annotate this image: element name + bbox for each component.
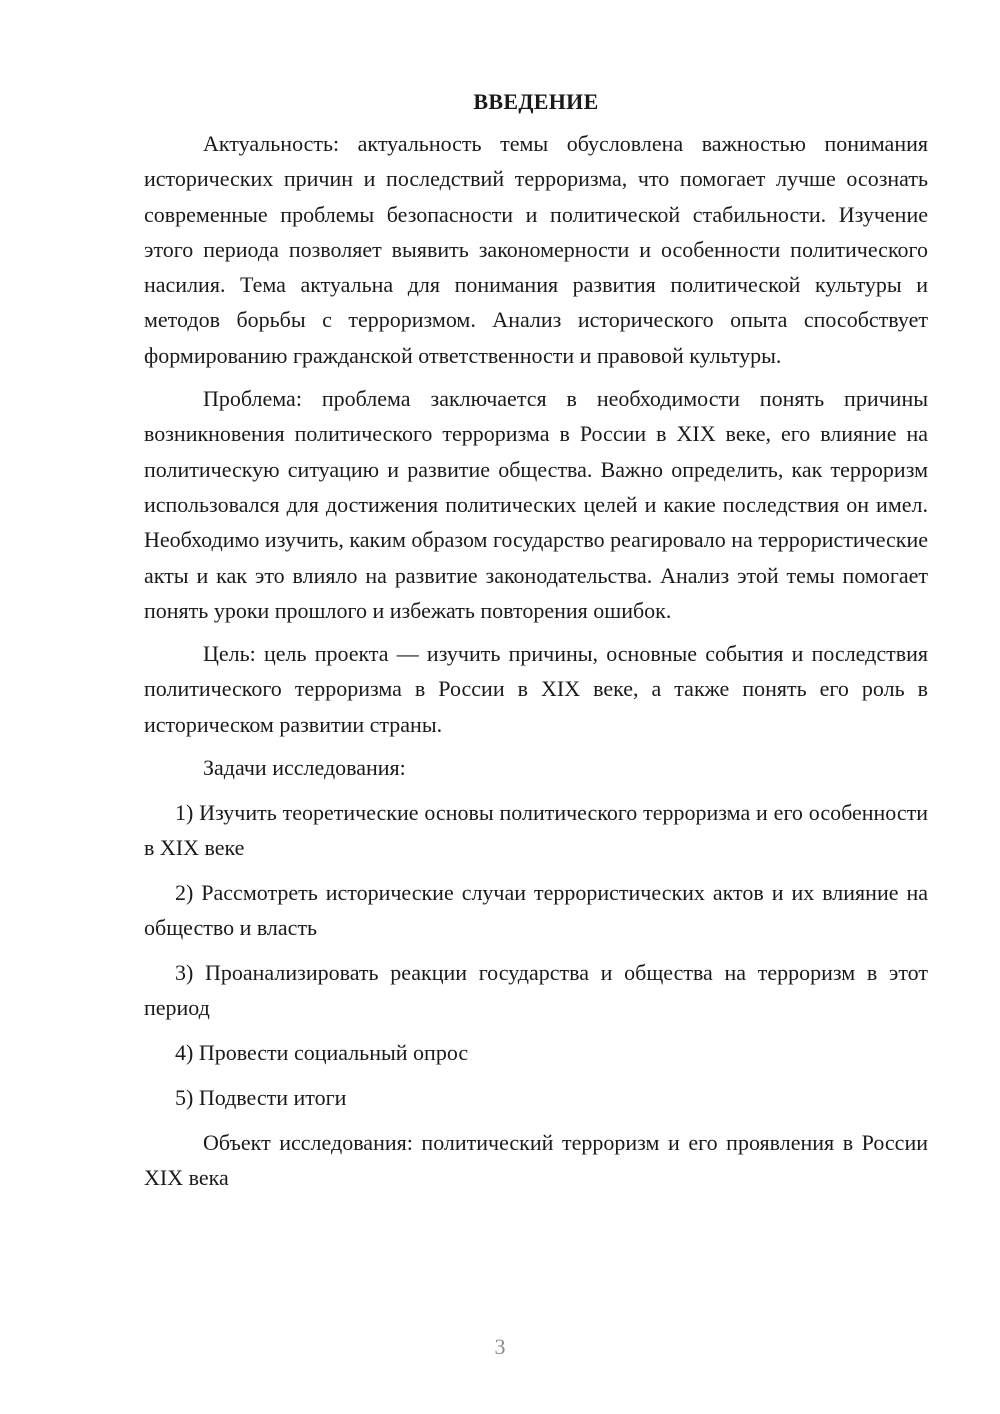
paragraph-goal: Цель: цель проекта — изучить причины, основные события и последствия политического терроризма в России в XIX веке, а также понять его роль в историческом развитии страны. — [144, 641, 928, 737]
paragraph-problem: Проблема: проблема заключается в необходимости понять причины возникновения политического терроризма в России в XIX веке, его влияние на политическую ситуацию и развитие общества. Важно определить, как терроризм использовался для достижения политических целей и какие последствия он имел. Необходимо изучить, каким образом государство реагировало на террористические акты и как это влияло на развитие законодательства. Анализ этой темы помогает понять уроки прошлого и избежать повторения ошибок. — [144, 386, 928, 623]
page-number: 3 — [494, 1334, 506, 1359]
list-item: 2) Рассмотреть исторические случаи террористических актов и их влияние на общество и власть — [144, 880, 928, 941]
list-item: 3) Проанализировать реакции государства и общества на терроризм в этот период — [144, 960, 928, 1021]
tasks-title: Задачи исследования: — [203, 755, 406, 781]
list-item: 1) Изучить теоретические основы политического терроризма и его особенности в XIX веке — [144, 800, 928, 861]
document-page — [144, 88, 928, 1204]
paragraph-relevance: Актуальность: актуальность темы обусловлена важностью понимания исторических причин и последствий терроризма, что помогает лучше осознать современные проблемы безопасности и политической стабильности. Изучение этого периода позволяет выявить закономерности и особенности политического насилия. Тема актуальна для понимания развития политической культуры и методов борьбы с терроризмом. Анализ исторического опыта способствует формированию гражданской ответственности и правовой культуры. — [144, 131, 928, 368]
section-heading: ВВЕДЕНИЕ — [473, 89, 599, 114]
list-item: 5) Подвести итоги — [175, 1085, 347, 1111]
list-item: 4) Провести социальный опрос — [175, 1040, 469, 1066]
tasks-list — [144, 795, 928, 1115]
paragraph-object: Объект исследования: политический терроризм и его проявления в России XIX века — [144, 1130, 928, 1191]
